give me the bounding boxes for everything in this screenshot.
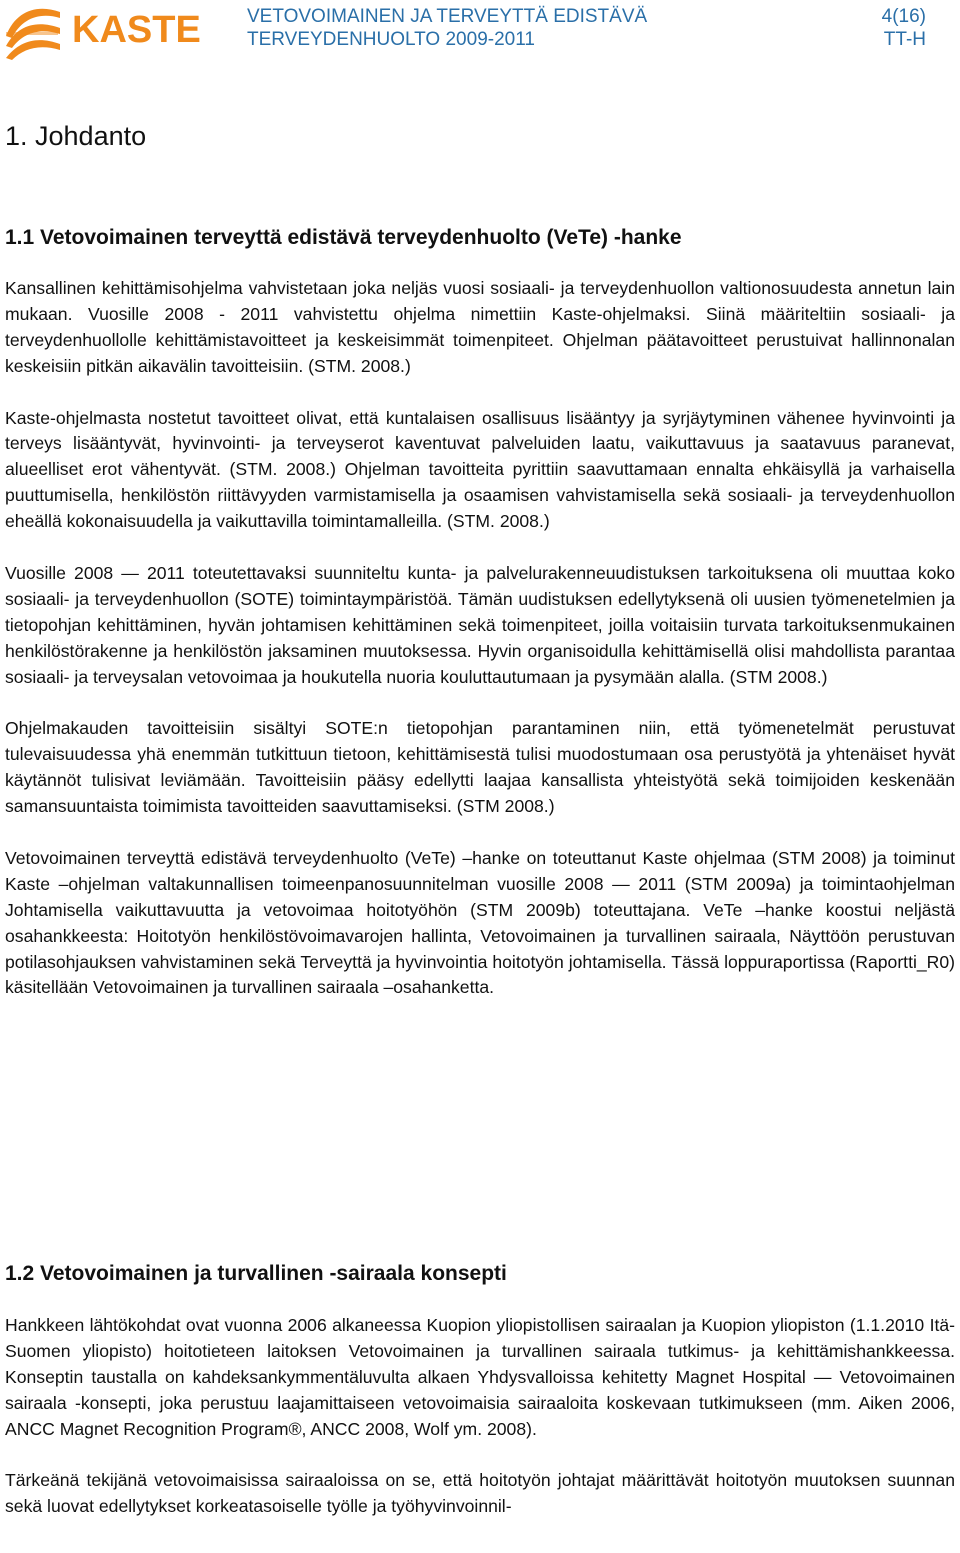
chapter-heading: 1. Johdanto (5, 121, 147, 151)
paragraph: Kansallinen kehittämisohjelma vahvistetaan joka neljäs vuosi sosiaali- ja terveydenhuollon valtionosuudesta annetun lain mukaan. Vuosille 2008 - 2011 vahvistettu ohjelma nimettiin Kaste-ohjelmaksi. Siinä määriteltiin sosiaali- ja terveydenhuollolle kehittämistavoitteet ja keskeisimmät toimenpiteet. Ohjelman päätavoitteet perustuivat hallinnonalan keskeisiin pitkän aikavälin tavoitteisiin. (STM. 2008.) (5, 278, 955, 376)
page-info (882, 5, 926, 51)
logo-wordmark: KASTE (72, 9, 201, 51)
section-heading-1-1: 1.1 Vetovoimainen terveyttä edistävä terveydenhuolto (VeTe) -hanke (5, 226, 682, 249)
kaste-logo (4, 2, 208, 64)
page-number: 4(16) (881, 6, 926, 27)
document-title (247, 5, 647, 51)
section-heading-1-2: 1.2 Vetovoimainen ja turvallinen -sairaala konsepti (5, 1262, 507, 1285)
paragraph: Hankkeen lähtökohdat ovat vuonna 2006 alkaneessa Kuopion yliopistollisen sairaalan ja Kuopion yliopiston (1.1.2010 Itä-Suomen yliopisto) hoitotieteen laitoksen Vetovoimainen ja turvallinen sairaala tutkimus- ja kehittämishankkeessa. Konseptin taustalla on kahdeksankymmentäluvulta alkaen Yhdysvalloissa kehitetty Magnet Hospital — Vetovoimainen sairaala -konsepti, joka perustuu laajamittaiseen vetovoimaisia sairaaloita koskevaan tutkimukseen (mm. Aiken 2006, ANCC Magnet Recognition Program®, ANCC 2008, Wolf ym. 2008). (5, 1315, 955, 1439)
paragraph: Kaste-ohjelmasta nostetut tavoitteet olivat, että kuntalaisen osallisuus lisääntyy ja syrjäytyminen vähenee hyvinvointi ja terveys lisääntyvät, hyvinvointi- ja terveyserot kaventuvat palveluiden laatu, vaikuttavuus ja saatavuus paranevat, alueelliset erot vähentyvät. (STM. 2008.) Ohjelman tavoitteita pyrittiin saavuttamaan ennalta ehkäisyllä ja varhaisella puuttumisella, henkilöstön riittävyyden varmistamisella ja osaamisen vahvistamisella sekä sosiaali- ja terveydenhuollon eheällä kokonaisuudella ja vaikuttavilla toimintamalleilla. (STM. 2008.) (5, 407, 955, 532)
document-title-line2: TERVEYDENHUOLTO 2009-2011 (247, 29, 535, 50)
page-header (0, 0, 960, 70)
paragraph: Ohjelmakauden tavoitteisiin sisältyi SOTE:n tietopohjan parantaminen niin, että työmenetelmät perustuvat tulevaisuudessa yhä enemmän tutkittuun tietoon, kehittämisestä tulisi muodostumaan osa perustyötä ja yhtenäiset hyvät käytännöt tulisivat leviämään. Tavoitteisiin pääsy edellytti laajaa kansallista yhteistyötä sekä toimijoiden keskenään samansuuntaista toimimista tavoitteiden saavuttamiseksi. (STM 2008.) (5, 718, 955, 817)
section-1-1-body (5, 276, 955, 1001)
paragraph: Vetovoimainen terveyttä edistävä terveydenhuolto (VeTe) –hanke on toteuttanut Kaste ohjelmaa (STM 2008) ja toiminut Kaste –ohjelman valtakunnallisen toimeenpanosuunnitelman vuosille 2008 — 2011 (STM 2009a) ja toimintaohjelman Johtamisella vaikuttavuutta ja vetovoimaa hoitotyöhön (STM 2009b) toteuttajana. VeTe –hanke koostui neljästä osahankkeesta: Hoitotyön henkilöstövoimavarojen hallinta, Vetovoimainen ja turvallinen sairaala, Näyttöön perustuvan potilasohjauksen vahvistaminen sekä Terveyttä ja hyvinvointia hoitotyön johtamisella. Tässä loppuraportissa (Raportti_R0) käsitellään Vetovoimainen ja turvallinen sairaala –osahanketta. (5, 847, 955, 998)
section-1-2-body (5, 1313, 955, 1520)
paragraph: Tärkeänä tekijänä vetovoimaisissa sairaaloissa on se, että hoitotyön johtajat määrittävät hoitotyön muutoksen suunnan sekä luovat edellytykset korkeatasoiselle työlle ja työhyvinvoinnil- (5, 1470, 955, 1517)
org-code: TT-H (883, 29, 926, 50)
kaste-logo-mark (6, 9, 60, 60)
paragraph: Vuosille 2008 — 2011 toteutettavaksi suunniteltu kunta- ja palvelurakenneuudistuksen tarkoituksena oli muuttaa koko sosiaali- ja terveydenhuollon (SOTE) toimintaympäristöä. Tämän uudistuksen edellytyksenä oli uusien työmenetelmien ja tietopohjan kehittäminen, hyvän johtamisen kehittäminen sekä toimenpiteet, joilla voitaisiin turvata tarkoituksenmukainen henkilöstörakenne ja henkilöstön jaksaminen muutoksessa. Hyvin organisoidulla kehittämisellä olisi mahdollista parantaa sosiaali- ja terveysalan vetovoimaa ja houkutella nuoria kouluttautumaan ja pysymään alalla. (STM 2008.) (5, 562, 955, 687)
document-title-line1: VETOVOIMAINEN JA TERVEYTTÄ EDISTÄVÄ (247, 6, 648, 27)
